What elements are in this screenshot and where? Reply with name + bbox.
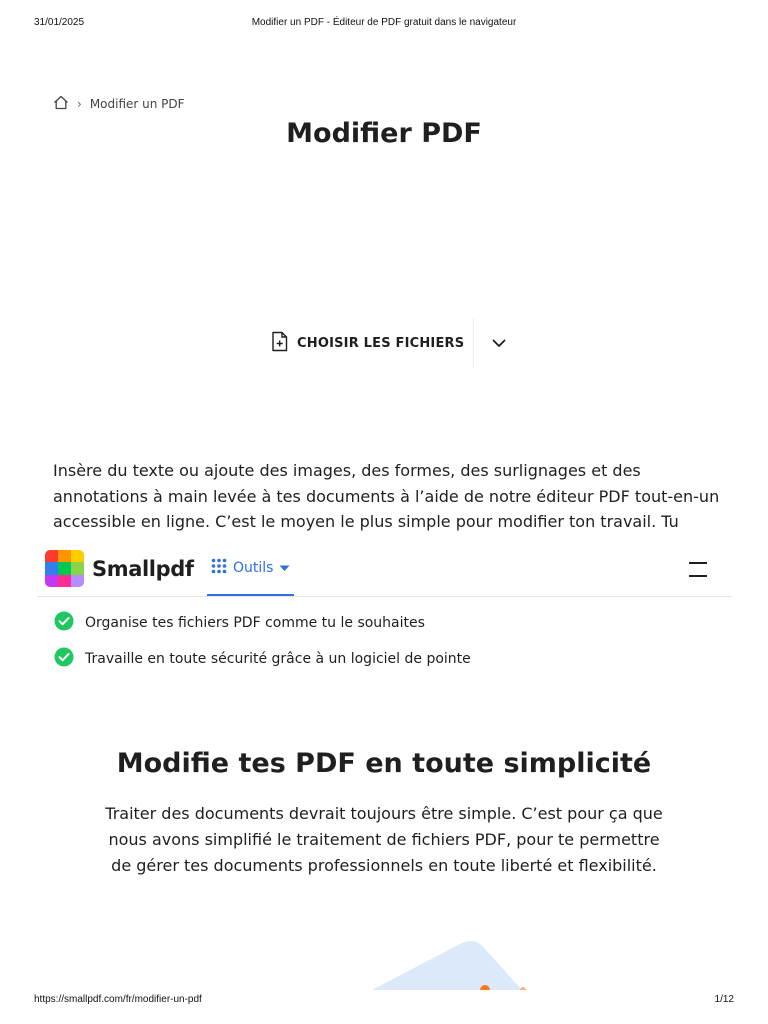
logo-tile	[71, 575, 84, 587]
page-title: Modifier PDF	[286, 118, 482, 149]
check-circle-icon	[54, 647, 74, 671]
breadcrumb-separator: ›	[77, 97, 82, 111]
logo-tile	[45, 550, 58, 562]
logo-tile	[45, 575, 58, 587]
print-page-title: Modifier un PDF - Éditeur de PDF gratuit dans le navigateur	[251, 17, 517, 28]
site-navbar	[37, 541, 732, 597]
breadcrumb	[53, 95, 185, 113]
feature-list	[54, 612, 471, 684]
choose-files-button[interactable]	[270, 331, 464, 356]
smallpdf-logo[interactable]	[45, 550, 194, 587]
upload-divider	[473, 318, 474, 368]
logo-tile	[58, 575, 71, 587]
apps-grid-icon	[211, 558, 227, 578]
logo-text: Smallpdf	[92, 556, 194, 581]
print-date: 31/01/2025	[34, 17, 85, 28]
check-circle-icon	[54, 611, 74, 635]
file-add-icon	[270, 331, 289, 356]
caret-down-icon	[279, 560, 290, 576]
chevron-down-icon[interactable]	[490, 334, 508, 356]
tools-menu-button[interactable]	[207, 541, 294, 596]
logo-mark	[45, 550, 84, 587]
feature-text: Travaille en toute sécurité grâce à un logiciel de pointe	[85, 651, 471, 667]
feature-item	[54, 612, 471, 634]
home-icon[interactable]	[53, 95, 69, 113]
breadcrumb-current[interactable]: Modifier un PDF	[89, 97, 185, 111]
section-body: Traiter des documents devrait toujours être simple. C’est pour ça que nous avons simplifié le traitement de fichiers PDF, pour te permettre de gérer tes documents professionnels en toute liberté et flexibilité.	[105, 804, 663, 875]
intro-paragraph: Insère du texte ou ajoute des images, des formes, des surlignages et des annotations à main levée à tes documents à l’aide de notre éditeur PDF tout-en-un accessible en ligne. C’est le moyen le plus simple pour modifier ton travail. Tu	[53, 461, 720, 531]
upload-control	[270, 330, 464, 356]
print-url: https://smallpdf.com/fr/modifier-un-pdf	[34, 994, 202, 1005]
logo-tile	[71, 550, 84, 562]
edit-illustration	[372, 938, 532, 990]
logo-tile	[58, 562, 71, 574]
logo-tile	[58, 550, 71, 562]
tools-label: Outils	[233, 559, 274, 576]
print-page-number: 1/12	[714, 994, 734, 1005]
hamburger-menu-icon[interactable]	[689, 560, 707, 578]
logo-tile	[71, 562, 84, 574]
feature-item	[54, 648, 471, 670]
section-title: Modifie tes PDF en toute simplicité	[116, 748, 652, 779]
choose-files-label: CHOISIR LES FICHIERS	[297, 335, 465, 351]
logo-tile	[45, 562, 58, 574]
feature-text: Organise tes fichiers PDF comme tu le souhaites	[85, 615, 425, 631]
